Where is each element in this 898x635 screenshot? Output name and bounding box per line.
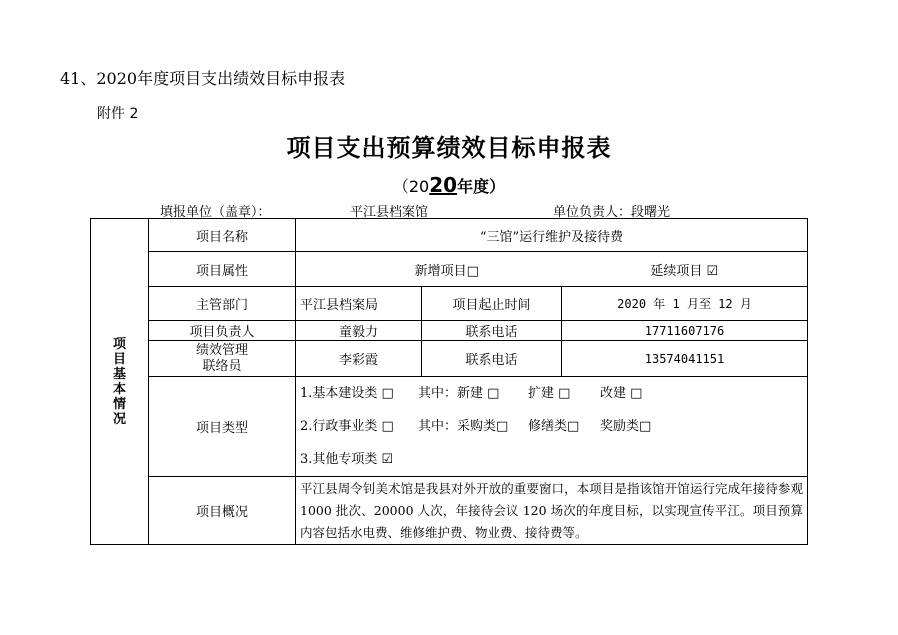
period-label: 项目起止时间: [422, 287, 562, 321]
filler-leader: 单位负责人：段曙光: [553, 205, 671, 220]
contact-label-2: 联络员: [202, 358, 242, 374]
type-1-rebuild: 改建 □: [600, 386, 643, 401]
type-2-admin: 2.行政事业类 □: [300, 419, 394, 434]
document-title: 项目支出预算绩效目标申报表: [286, 134, 612, 162]
attr-new: 新增项目□: [296, 252, 562, 287]
phone-value-1: 17711607176: [562, 321, 808, 341]
type-3-other: 3.其他专项类 ☑: [300, 452, 394, 467]
leader-value: 童毅力: [296, 321, 422, 341]
attachment-label: 附件 2: [97, 106, 139, 122]
period-value: 2020 年 1 月至 12 月: [562, 287, 808, 321]
summary-label: 项目概况: [149, 477, 296, 545]
type-1-expand: 扩建 □: [528, 386, 571, 401]
contact-label: [149, 341, 296, 377]
project-name-value: “三馆”运行维护及接待费: [296, 219, 808, 252]
project-info-table: [90, 218, 808, 545]
section-label: 项目基本情况: [112, 336, 126, 427]
attr-continued: 延续项目 ☑: [562, 252, 808, 287]
summary-value: 平江县周令钊美术馆是我县对外开放的重要窗口，本项目是指该馆开馆运行完成年接待参观 1000 批次、20000 人次，年接待会议 120 场次的年度目标，以实现宣传平江。项目预算内容包括水电费、维修维护费、物业费、接待费等。: [296, 477, 808, 545]
project-name-label: 项目名称: [149, 219, 296, 252]
year-bold: 20: [429, 173, 458, 197]
year-prefix: （20: [392, 177, 430, 196]
type-line-2: [300, 410, 803, 443]
filler-unit-label: 填报单位（盖章）：: [160, 205, 271, 220]
type-1-new: 其中：新建 □: [418, 386, 500, 401]
project-type-label: 项目类型: [149, 377, 296, 477]
dept-label: 主管部门: [149, 287, 296, 321]
project-type-options: [296, 377, 808, 477]
contact-label-1: 绩效管理: [195, 342, 248, 358]
type-2-reward: 奖励类□: [600, 419, 652, 434]
leader-label: 项目负责人: [149, 321, 296, 341]
year-line: [0, 173, 898, 197]
page-heading: 41、2020年度项目支出绩效目标申报表: [60, 69, 346, 88]
contact-value: 李彩霞: [296, 341, 422, 377]
project-attr-label: 项目属性: [149, 252, 296, 287]
year-suffix: 年度）: [457, 177, 506, 196]
filler-unit-value: 平江县档案馆: [350, 205, 429, 220]
type-line-1: [300, 377, 803, 410]
type-2-repair: 修缮类□: [528, 419, 580, 434]
phone-label-1: 联系电话: [422, 321, 562, 341]
type-1-basic: 1.基本建设类 □: [300, 386, 394, 401]
section-label-cell: [91, 219, 149, 545]
type-2-purchase: 其中：采购类□: [418, 419, 509, 434]
type-line-3: [300, 443, 803, 476]
phone-label-2: 联系电话: [422, 341, 562, 377]
dept-value: 平江县档案局: [296, 287, 422, 321]
phone-value-2: 13574041151: [562, 341, 808, 377]
